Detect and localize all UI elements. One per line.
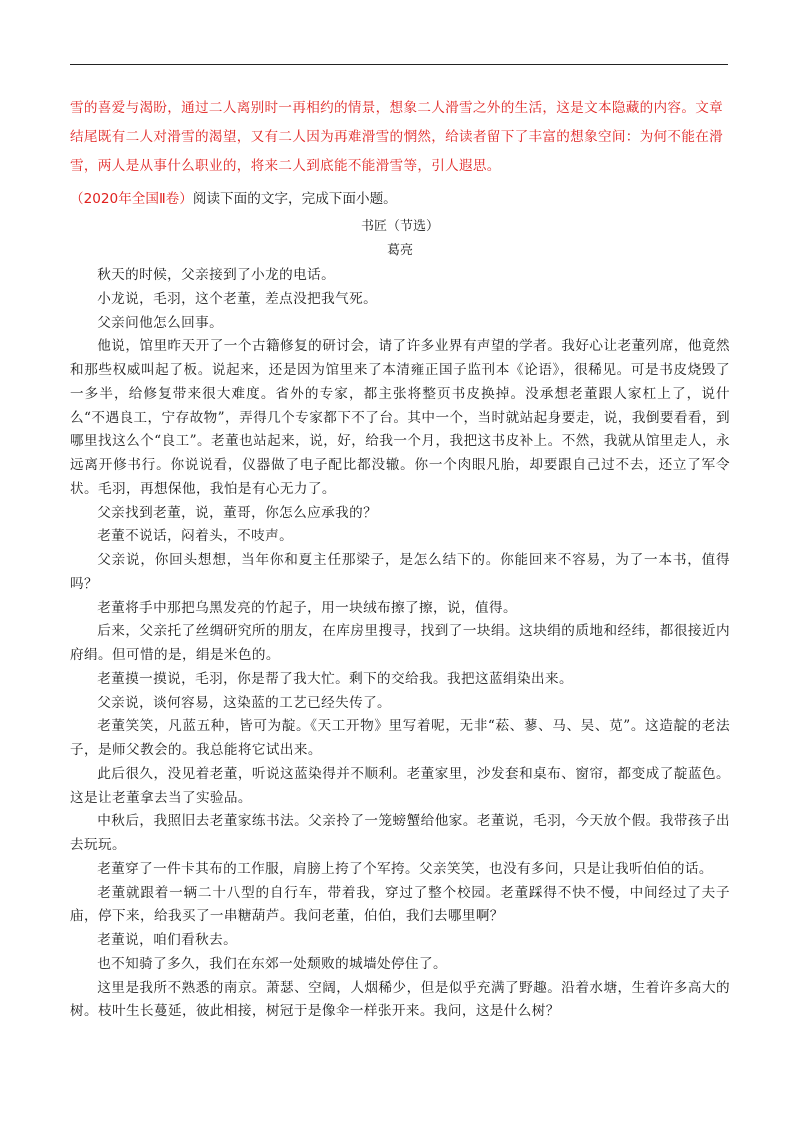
paragraph: 父亲说，你回头想想，当年你和夏主任那梁子，是怎么结下的。你能回来不容易，为了一本书，值得吗？ — [70, 552, 730, 592]
paragraph: 秋天的时候，父亲接到了小龙的电话。 — [97, 267, 336, 283]
paragraph: 老董穿了一件卡其布的工作服，肩膀上挎了个军挎。父亲笑笑，也没有多问，只是让我听伯伯的话。 — [97, 860, 713, 877]
paragraph: 父亲找到老董，说，董哥，你怎么应承我的？ — [97, 504, 378, 521]
paragraph: 中秋后，我照旧去老董家练书法。父亲拎了一笼螃蟹给他家。老董说，毛羽，今天放个假。我带孩子出去玩玩。 — [70, 813, 730, 853]
article-title: 书匠（节选） — [360, 219, 439, 234]
paragraph: 老董说，咱们看秋去。 — [97, 932, 238, 948]
article-body — [70, 264, 730, 1024]
paragraph: 老董笑笑，凡蓝五种，皆可为靛。《天工开物》里写着呢，无非“菘、蓼、马、吴、苋”。这造靛的老法子，是师父教会的。我总能将它试出来。 — [70, 718, 730, 758]
header-rule — [70, 64, 728, 65]
question-intro — [70, 189, 730, 209]
paragraph: 父亲说，谈何容易，这染蓝的工艺已经失传了。 — [97, 694, 392, 711]
paragraph: 也不知骑了多久，我们在东郊一处颓败的城墙处停住了。 — [97, 955, 448, 972]
paragraph: 老董不说话，闷着头，不吱声。 — [97, 528, 294, 545]
exam-source-tag: （2020年全国Ⅱ卷） — [70, 191, 193, 207]
answer-analysis-block — [70, 94, 730, 181]
paragraph: 这里是我所不熟悉的南京。萧瑟、空阔，人烟稀少，但是似乎充满了野趣。沿着水塘，生着许多高大的树。枝叶生长蔓延，彼此相接，树冠于是像伞一样张开来。我问，这是什么树？ — [70, 979, 730, 1020]
question-prompt: 阅读下面的文字，完成下面小题。 — [192, 191, 397, 207]
paragraph: 老董将手中那把乌黑发亮的竹起子，用一块绒布擦了擦，说，值得。 — [97, 599, 517, 616]
paragraph: 老董就跟着一辆二十八型的自行车，带着我，穿过了整个校园。老董踩得不快不慢，中间经过了夫子庙，停下来，给我买了一串糖葫芦。我问老董，伯伯，我们去哪里啊？ — [70, 884, 730, 925]
paragraph: 小龙说，毛羽，这个老董，差点没把我气死。 — [97, 290, 378, 307]
answer-paragraph: 雪的喜爱与渴盼，通过二人离别时一再相约的情景，想象二人滑雪之外的生活，这是文本隐藏的内容。文章结尾既有二人对滑雪的渴望，又有二人因为再难滑雪的惘然，给读者留下了丰富的想象空间：为何不能在滑雪，两人是从事什么职业的，将来二人到底能不能滑雪等，引人遐思。 — [70, 100, 724, 174]
article-author: 葛亮 — [386, 243, 413, 258]
paragraph: 此后很久，没见着老董，听说这蓝染得并不顺利。老董家里，沙发套和桌布、窗帘，都变成了靛蓝色。这是让老董拿去当了实验品。 — [70, 765, 730, 806]
paragraph: 他说，馆里昨天开了一个古籍修复的研讨会，请了许多业界有声望的学者。我好心让老董列席，他竟然和那些权威叫起了板。说起来，还是因为馆里来了本清雍正国子监刊本《论语》，很稀见。可是书皮烧毁了一多半，给修复带来很大难度。省外的专家，都主张将整页书皮换掉。没承想老董跟人家杠上了，说什么“不遇良工，宁存故物”，弄得几个专家都下不了台。其中一个，当时就站起身要走，说，我倒要看看，到哪里找这么个“良工”。老董也站起来，说，好，给我一个月，我把这书皮补上。不然，我就从馆里走人，永远离开修书行。你说说看，仪器做了电子配比都没辙。你一个肉眼凡胎，却要跟自己过不去，还立了军令状。毛羽，再想保他，我怕是有心无力了。 — [70, 338, 730, 497]
paragraph: 后来，父亲托了丝绸研究所的朋友，在库房里搜寻，找到了一块绢。这块绢的质地和经纬，都很接近内府绢。但可惜的是，绢是米色的。 — [70, 623, 730, 663]
paragraph: 老董摸一摸说，毛羽，你是帮了我大忙。剩下的交给我。我把这蓝绢染出来。 — [97, 670, 573, 687]
paragraph: 父亲问他怎么回事。 — [97, 314, 224, 331]
